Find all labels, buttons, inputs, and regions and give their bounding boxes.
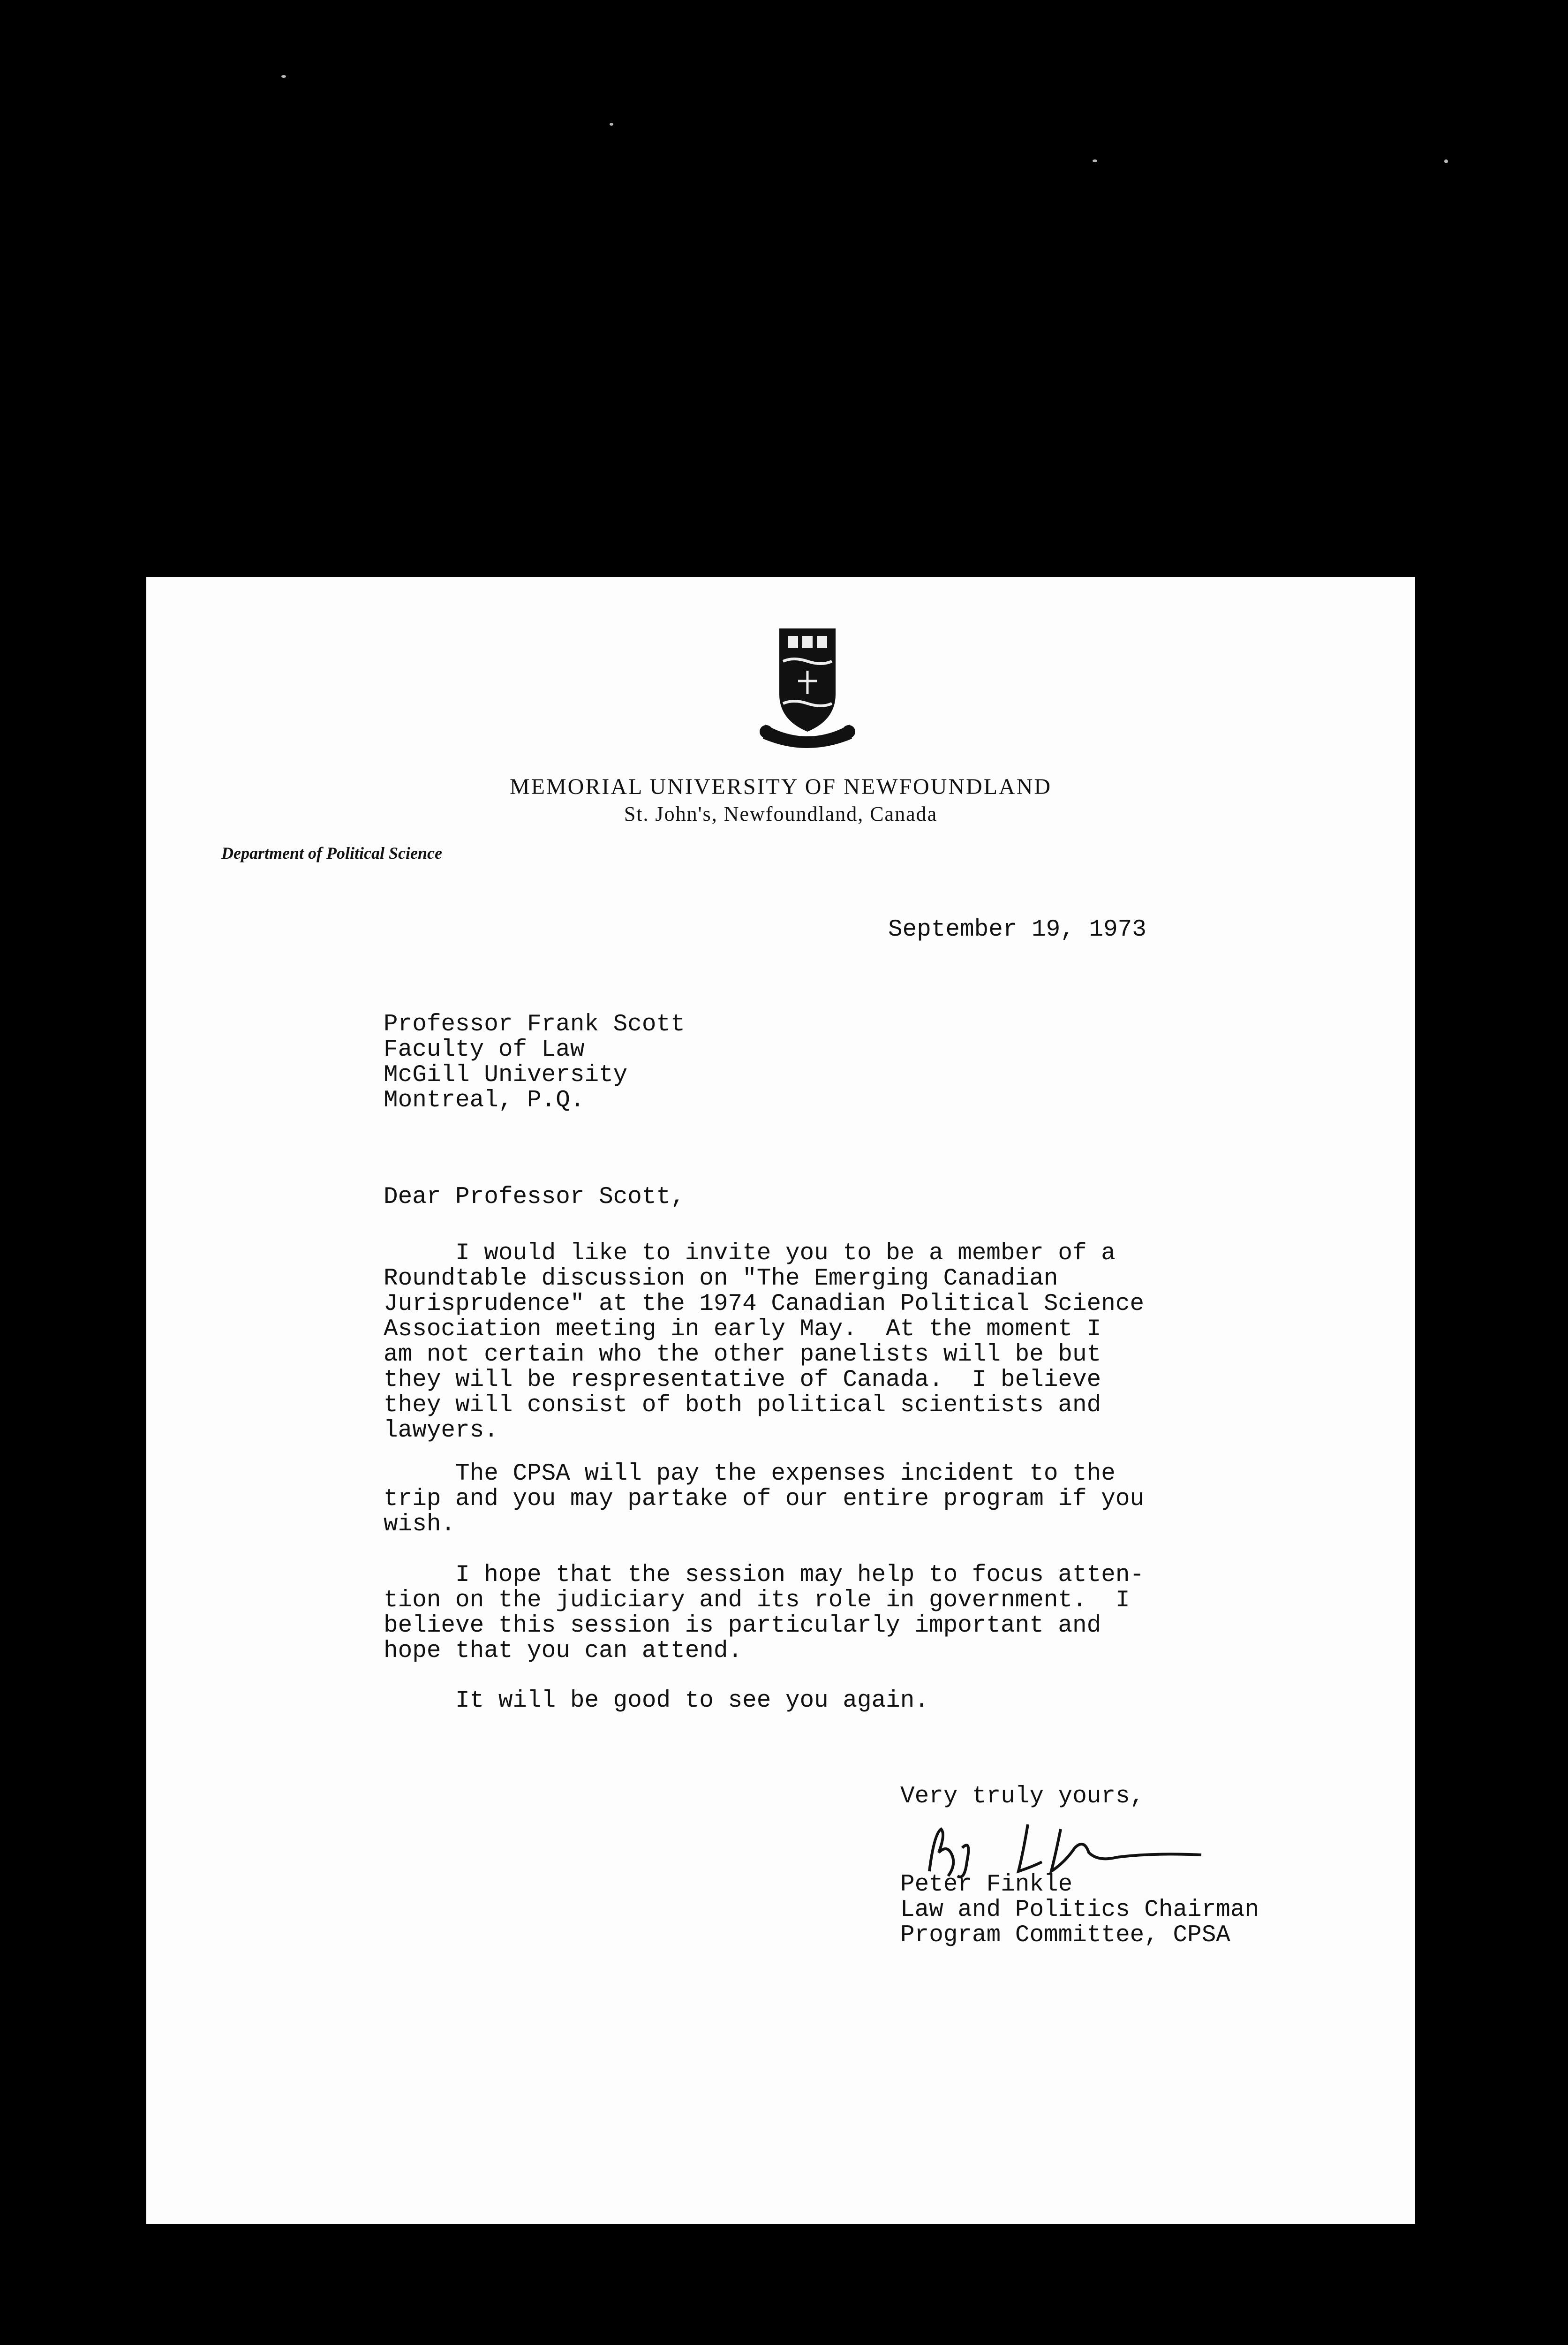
recipient-line: Montreal, P.Q. xyxy=(384,1087,585,1114)
dust-speck xyxy=(1444,159,1448,163)
recipient-line: McGill University xyxy=(384,1062,628,1089)
letter-page xyxy=(146,577,1415,2224)
letter-date: September 19, 1973 xyxy=(888,916,1146,943)
recipient-address xyxy=(384,1012,685,1113)
department-name: Department of Political Science xyxy=(221,844,442,862)
body-paragraph: I hope that the session may help to focus atten- tion on the judiciary and its role in government. I believe this session is particularly important and hope that you can attend. xyxy=(384,1562,1145,1664)
dust-speck xyxy=(281,75,286,78)
signer-block xyxy=(900,1872,1259,1948)
signer-title: Law and Politics Chairman xyxy=(900,1897,1259,1923)
dust-speck xyxy=(1093,159,1097,162)
signer-name: Peter Finkle xyxy=(900,1871,1073,1898)
institution-address: St. John's, Newfoundland, Canada xyxy=(624,802,938,825)
body-paragraph: The CPSA will pay the expenses incident to the trip and you may partake of our entire program if you wish. xyxy=(384,1460,1145,1538)
body-paragraph: It will be good to see you again. xyxy=(384,1687,929,1714)
institution-name: MEMORIAL UNIVERSITY OF NEWFOUNDLAND xyxy=(509,774,1052,799)
body-paragraph: I would like to invite you to be a member of a Roundtable discussion on "The Emerging Canadian Jurisprudence" at the 1974 Canadian Political Science Association meeting in early May. At the moment I am not certain who the other panelists will be but they will be respresentative of Canada. I believe they will consist of both political scientists and lawyers. xyxy=(384,1240,1145,1444)
recipient-line: Faculty of Law xyxy=(384,1036,585,1063)
recipient-line: Professor Frank Scott xyxy=(384,1011,685,1038)
salutation: Dear Professor Scott, xyxy=(384,1184,685,1210)
university-crest-icon xyxy=(714,624,901,755)
signer-title: Program Committee, CPSA xyxy=(900,1922,1230,1949)
dust-speck xyxy=(610,123,613,126)
complimentary-close: Very truly yours, xyxy=(900,1783,1145,1810)
